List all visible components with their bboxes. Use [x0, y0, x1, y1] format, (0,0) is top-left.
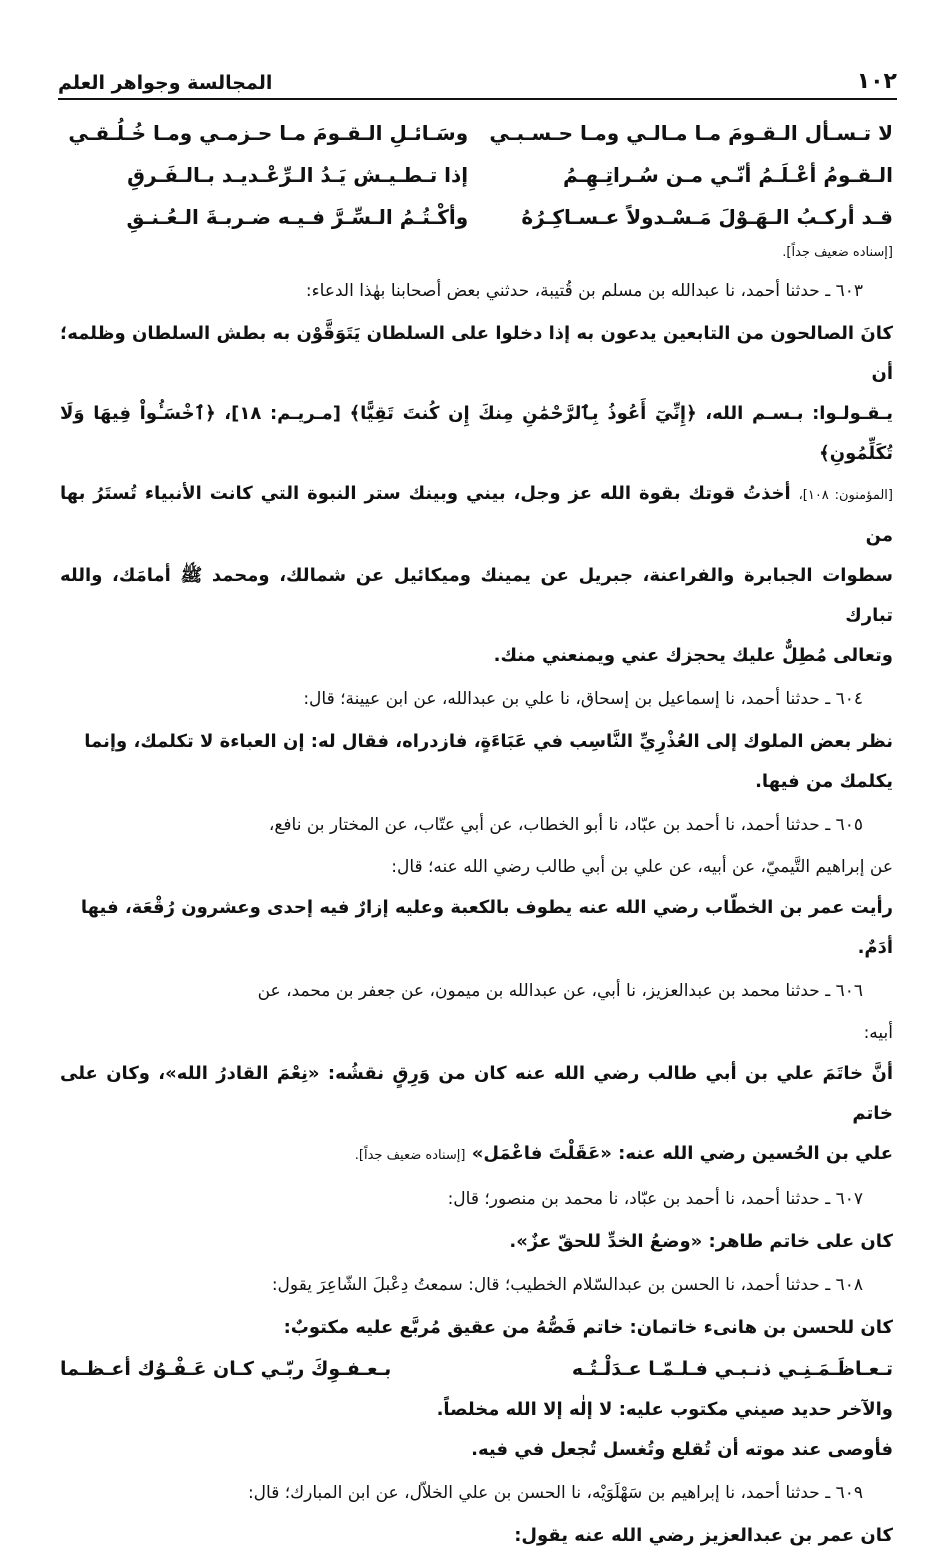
matn-line: فأوصى عند موته أن تُقلع وتُغسل تُجعل في فيه.: [471, 1439, 893, 1460]
isnad: ٦٠٨ ـ حدثنا أحمد، نا الحسن بن عبدالسّلام الخطيب؛ قال: سمعتُ دِعْبلَ الشّاعِرَ يقول:: [271, 1275, 863, 1295]
matn-line: كانَ الصالحون من التابعين يدعون به إذا دخلوا على السلطان يَتَوَقَّوْن به بطش السلطان وظلمه؛ أن: [60, 323, 893, 384]
matn-text: أخذتُ قوتك بقوة الله عز وجل، بيني وبينك ستر النبوة التي كانت الأنبياء تُستَرُ بها من: [60, 483, 893, 546]
verse-line: [60, 154, 893, 196]
matn-line: كان على خاتم طاهر: «وضعُ الخدِّ للحقّ عزٌ».: [509, 1231, 893, 1252]
report-605: [60, 806, 893, 968]
verse-line: [60, 112, 893, 154]
report-609: [60, 1474, 893, 1556]
matn-line: رأيت عمر بن الخطّاب رضي الله عنه يطوف بالكعبة وعليه إزارٌ فيه إحدى وعشرون رُقْعَة، فيها: [80, 897, 893, 918]
page-number: ١٠٢: [856, 69, 897, 94]
page-body: [60, 112, 893, 1556]
matn-line: كان للحسن بن هانىء خاتمان: خاتم فَصُّهُ من عقيق مُربَّع عليه مكتوبٌ:: [283, 1317, 893, 1338]
grading-note: [إسناده ضعيف جداً].: [354, 1148, 466, 1163]
matn-line: كان عمر بن عبدالعزيز رضي الله عنه يقول:: [514, 1525, 893, 1546]
matn-line: يـقـولـوا: بـسـم الله، ﴿إِنِّيٓ أَعُوذُ بِٱلرَّحْمَٰنِ مِنكَ إِن كُنتَ تَقِيًّا﴾ [مـريـم: ١٨]، ﴿ٱخْسَـُٔواْ فِيهَا وَلَا تُكَلِّمُونِ﴾: [60, 403, 893, 464]
verse-second-hemistich: بـعـفـوِكَ ربّـي كـان عَـفْـوُك أعـظـما: [60, 1358, 392, 1380]
matn-line: نظر بعض الملوك إلى العُذْرِيِّ النَّاسِب في عَبَاءَةٍ، فازدراه، فقال له: إن العباءة لا تكلمك، وإنما: [84, 731, 893, 752]
matn-text: علي بن الحُسين رضي الله عنه: «عَقَلْتَ فاعْمَل»: [471, 1143, 893, 1164]
verse-line: [60, 1348, 893, 1390]
verse-first-hemistich: قـد أركـبُ الـهَـوْلَ مَـسْـدولاً عـسـاكِـرُهُ: [521, 205, 893, 229]
verse-first-hemistich: الـقـومُ أعْـلَـمُ أنّـي مـن سُـراتِـهِـمُ: [562, 163, 893, 187]
verse-first-hemistich: لا تـسـأل الـقـومَ مـا مـالـي ومـا حـسـبـي: [489, 121, 893, 145]
isnad: ٦٠٤ ـ حدثنا أحمد، نا إسماعيل بن إسحاق، نا علي بن عبدالله، عن ابن عيينة؛ قال:: [303, 689, 863, 709]
running-title: المجالسة وجواهر العلم: [58, 72, 273, 94]
verse-first-hemistich: تـعـاظَـمَـنِـي ذنـبـي فـلـمّـا عـدَلْـتُـه: [571, 1358, 893, 1380]
page-header: [58, 58, 897, 100]
verse-second-hemistich: وسَـائـلِ الـقـومَ مـا حـزمـي ومـا خُـلُـقـي: [68, 121, 469, 145]
quran-reference: [المؤمنون: ١٠٨]،: [798, 488, 893, 503]
matn-line: [60, 1134, 893, 1176]
matn-line: سطوات الجبابرة والفراعنة، جبريل عن يمينك وميكائيل عن شمالك، ومحمد ﷺ أمامَك، والله تبارك: [60, 565, 893, 626]
report-603: [60, 272, 893, 676]
isnad: ٦٠٩ ـ حدثنا أحمد، نا إبراهيم بن سَهْلَوَيْه، نا الحسن بن علي الخلاّل، عن ابن المبارك؛ قال:: [247, 1483, 863, 1503]
report-606: [60, 972, 893, 1176]
matn-line: [60, 474, 893, 556]
matn-line: وتعالى مُطِلٌّ عليك يحجزك عني ويمنعني منك.: [493, 645, 893, 666]
verse-line: [60, 196, 893, 238]
matn-line: يكلمك من فيها.: [755, 771, 893, 792]
poem-top: [60, 112, 893, 238]
verse-second-hemistich: إذا تـطـيـش يَـدُ الـرِّعْـديـد بـالـفَـرقِ: [127, 163, 469, 187]
isnad: ٦٠٧ ـ حدثنا أحمد، نا أحمد بن عبّاد، نا محمد بن منصور؛ قال:: [447, 1189, 863, 1209]
report-608: [60, 1266, 893, 1470]
isnad: ٦٠٣ ـ حدثنا أحمد، نا عبدالله بن مسلم بن قُتيبة، حدثني بعض أصحابنا بهٰذا الدعاء:: [305, 281, 863, 301]
verse-second-hemistich: وأكْـتُـمُ الـسِّـرَّ فـيـه ضـربـةَ الـعُـنـقِ: [126, 205, 469, 229]
grading-note: [إسناده ضعيف جداً].: [782, 245, 893, 260]
isnad: ٦٠٦ ـ حدثنا محمد بن عبدالعزيز، نا أبي، عن عبدالله بن ميمون، عن جعفر بن محمد، عن: [257, 981, 863, 1001]
report-604: [60, 680, 893, 802]
matn-line: أنَّ خاتَمَ علي بن أبي طالب رضي الله عنه كان من وَرِقٍ نقشُه: «نِعْمَ القادرُ الله»، وكان على خاتم: [60, 1063, 893, 1124]
matn-line: أدَمٌ.: [857, 937, 893, 958]
isnad: ٦٠٥ ـ حدثنا أحمد، نا أحمد بن عبّاد، نا أبو الخطاب، عن أبي عتّاب، عن المختار بن نافع،: [268, 815, 863, 835]
report-607: [60, 1180, 893, 1262]
isnad-continued: أبيه:: [863, 1023, 893, 1043]
matn-line: والآخر حديد صيني مكتوب عليه: لا إلٰه إلا الله مخلصاً.: [436, 1399, 893, 1420]
isnad-continued: عن إبراهيم التَّيميّ، عن أبيه، عن علي بن أبي طالب رضي الله عنه؛ قال:: [391, 857, 893, 877]
